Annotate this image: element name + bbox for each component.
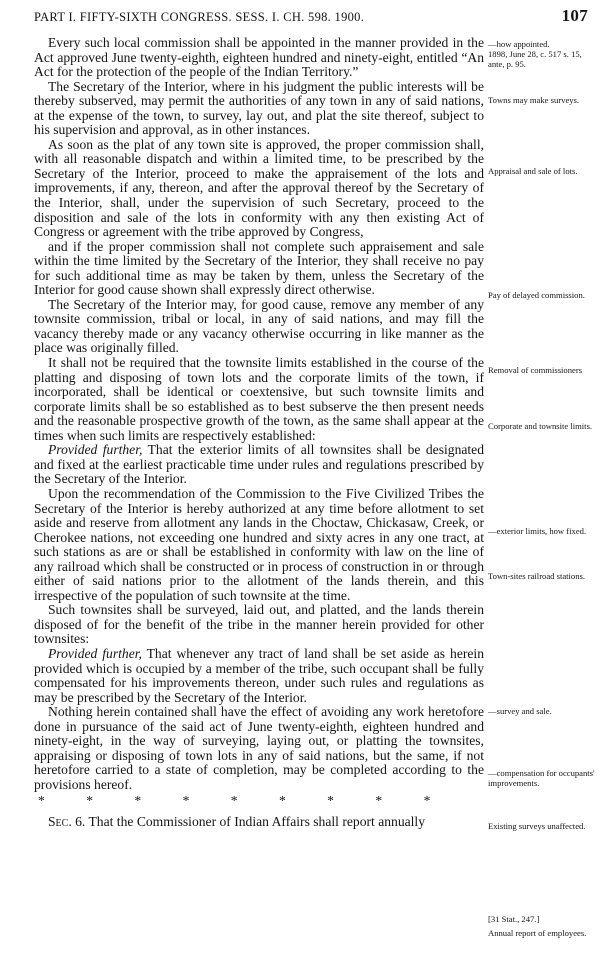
paragraph-townsite-limits: It shall not be required that the townsite limits established in the course of the platting and disposing of town lots and the corporate limits of the town, if incorporated, shall be identical or coextensive, but such townsite limits and corporate limits shall be so established as to best subserve the then present needs and the reasonable prospective growth of the town, as the same shall appear at the times when such limits are respectively established: [34, 355, 484, 443]
margin-note: Annual report of employees. [488, 928, 587, 938]
margin-note: 1898, June 28, c. 517 s. 15, ante, p. 95. [488, 49, 582, 69]
margin-note: Existing surveys unaffected. [488, 821, 586, 831]
margin-note: Towns may make surveys. [488, 95, 580, 105]
margin-note: Pay of delayed commission. [488, 290, 585, 300]
provided-further-label: Provided further, [48, 442, 143, 458]
paragraph-delayed-pay: and if the proper commission shall not complete such appraisement and sale within the time limited by the Secretary of the Interior, they shall receive no pay for such additional time as may be taken by them, unless the Secretary of the Interior for good cause shown shall expressly direct otherwise. [34, 238, 484, 298]
paragraph-survey-sale: Such townsites shall be surveyed, laid out, and platted, and the lands therein disposed of for the benefit of the tribe in the manner herein provided for other townsites: [34, 602, 484, 647]
page-number: 107 [561, 6, 588, 25]
paragraph-compensation [34, 647, 484, 705]
paragraph-railroad-stations: Upon the recommendation of the Commission to the Five Civilized Tribes the Secretary of the Interior is hereby authorized at any time before allotment to set aside and reserve from allotment any lands in the Choctaw, Chickasaw, Creek, or Cherokee nations, not exceeding one hundred and sixty acres in any one tract, at such stations as are or shall be established in conformity with law on the line of any railroad which shall be constructed or in process of construction in or through either of said nations prior to the allotment of the lands therein, and this irrespective of the population of such townsite at the time. [34, 485, 484, 603]
paragraph-town-surveys: The Secretary of the Interior, where in his judgment the public interests will be thereby subserved, may permit the authorities of any town in any of said nations, at the expense of the town, to survey, lay out, and plat the site thereof, subject to his supervision and approval, as in other instances. [34, 78, 484, 138]
margin-note: —survey and sale. [488, 706, 552, 716]
statute-text [34, 36, 484, 830]
margin-note: —compensation for occupants' improvements. [488, 768, 595, 788]
paragraph-exterior-limits [34, 443, 484, 487]
section-6 [34, 815, 484, 830]
running-title: PART I. FIFTY-SIXTH CONGRESS. SESS. I. CH. 598. 1900. [34, 10, 365, 24]
exterior-limits-text: That the exterior limits of all townsites shall be designated and fixed at the earliest practicable time under rules and regulations prescribed by the Secretary of the Interior. [34, 442, 485, 487]
margin-note: —exterior limits, how fixed. [488, 526, 587, 536]
section-text: That the Commissioner of Indian Affairs shall report annually [88, 813, 425, 829]
asterisk-row: * * * * * * * * * [38, 793, 431, 809]
paragraph-commission-appointment: Every such local commission shall be appointed in the manner provided in the Act approved June twenty-eighth, eighteen hundred and ninety-eight, entitled “An Act for the protection of the people of the Indian Territory.” [34, 35, 484, 80]
margin-note: [31 Stat., 247.] [488, 914, 540, 924]
paragraph-removal: The Secretary of the Interior may, for good cause, remove any member of any townsite commission, tribal or local, in any of said nations, and may fill the vacancy thereby made or any vacancy otherwise occurring in like manner as the place was originally filled. [34, 296, 484, 356]
margin-note: —how appointed. [488, 39, 550, 49]
paragraph-existing-surveys: Nothing herein contained shall have the effect of avoiding any work heretofore done in pursuance of the said act of June twenty-eighth, eighteen hundred and ninety-eight, in the way of surveying, laying out, or platting the townsites, appraising or disposing of town lots in any of said nations, but the same, if not heretofore carried to a state of completion, may be completed according to the provisions hereof. [34, 704, 484, 792]
margin-note: Removal of commissioners [488, 365, 583, 375]
provided-further-label: Provided further, [48, 645, 142, 661]
margin-note: Town-sites railroad stations. [488, 571, 586, 581]
margin-note: Appraisal and sale of lots. [488, 166, 578, 176]
page-header [34, 6, 590, 30]
paragraph-appraisal-sale: As soon as the plat of any town site is approved, the proper commission shall, with all reasonable dispatch and within a limited time, to be prescribed by the Secretary of the Interior, proceed to make the appraisement of the lots and improvements, if any, thereon, and after the approval thereof by the Secretary of the Interior, shall, under the supervision of such Secretary, proceed to the disposition and sale of the lots in conformity with any then existing Act of Congress or agreement with the tribe approved by Congress, [34, 136, 484, 240]
margin-note: Corporate and townsite limits. [488, 421, 593, 431]
compensation-text: That whenever any tract of land shall be set aside as herein provided which is occupied by a member of the tribe, such occupant shall be fully compensated for his improvements thereon, under such rules and regulations as may be prescribed by the Secretary of the Interior. [34, 645, 485, 705]
section-label: Sec. 6. [48, 813, 86, 829]
